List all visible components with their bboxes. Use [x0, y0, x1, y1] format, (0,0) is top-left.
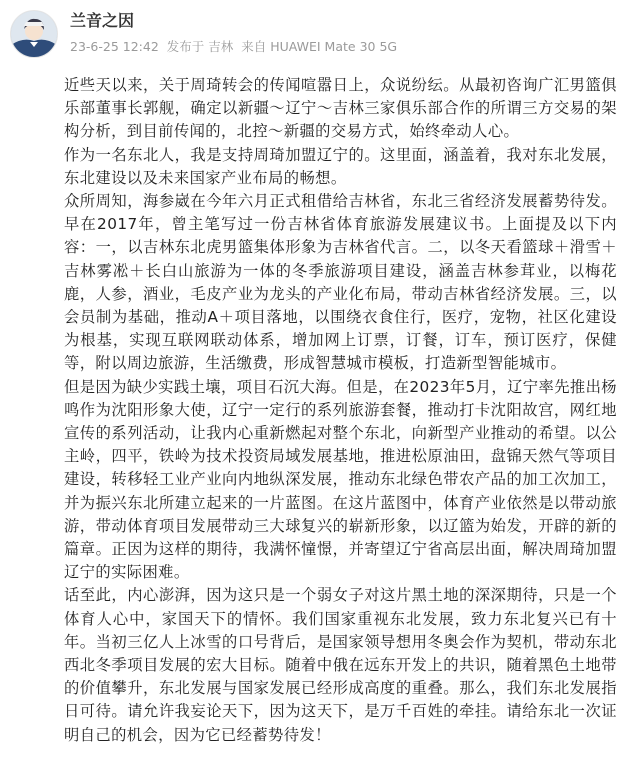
post-paragraph-4: 但是因为缺少实践土壤，项目石沉大海。但是，在2023年5月，辽宁率先推出杨鸣作为沈阳形象大使，辽宁一定行的系列旅游套餐，推动打卡沈阳故宫，网红地宣传的系列活动，让我内心重新燃起对整个东北，向新型产业推动的希望。以公主岭，四平，铁岭为技术投资局域发展基地，推进松原油田，盘锦天然气等项目建设，转移轻工业产业向内地纵深发展，推动东北绿色带农产品的加工次加工，并为振兴东北所建立起来的一片蓝图。在这片蓝图中，体育产业依然是以带动旅游，带动体育项目发展带动三大球复兴的崭新形象，以辽篮为始发，开辟的新的篇章。正因为这样的期待，我满怀憧憬，并寄望辽宁省高层出面，解决周琦加盟辽宁的实际困难。	[64, 377, 617, 582]
post-body	[64, 74, 617, 747]
post-paragraph-2: 作为一名东北人，我是支持周琦加盟辽宁的。这里面，涵盖着，我对东北发展，东北建设以及未来国家产业布局的畅想。	[64, 145, 617, 187]
avatar[interactable]	[10, 10, 58, 58]
post-device: 来自 HUAWEI Mate 30 5G	[241, 39, 398, 54]
post-timestamp[interactable]: 23-6-25 12:42	[70, 39, 159, 54]
post-paragraph-5: 话至此，内心澎湃，因为这只是一个弱女子对这片黑土地的深深期待，只是一个体育人心中，家国天下的情怀。我们国家重视东北发展，致力东北复兴已有十年。当初三亿人上冰雪的口号背后，是国家领导想用冬奥会作为契机，带动东北西北冬季项目发展的宏大目标。随着中俄在远东开发上的共识，随着黑色土地带的价值攀升，东北发展与国家发展已经形成高度的重叠。那么，我们东北发展指日可待。请允许我妄论天下，因为这天下，是万千百姓的牵挂。请给东北一次证明自己的机会，因为它已经蓄势待发！	[64, 586, 617, 744]
post-paragraph-3: 众所周知，海参崴在今年六月正式租借给吉林省，东北三省经济发展蓄势待发。早在2017年，曾主笔写过一份吉林省体育旅游发展建议书。上面提及以下内容：一，以吉林东北虎男篮集体形象为吉林省代言。二，以冬天看篮球＋滑雪＋吉林雾凇＋长白山旅游为一体的冬季旅游项目建设，涵盖吉林参茸业，以梅花鹿，人参，酒业，毛皮产业为龙头的产业化布局，带动吉林省经济发展。三，以会员制为基础，推动A＋项目落地，以围绕衣食住行，医疗，宠物，社区化建设为根基，实现互联网联动体系，增加网上订票，订餐，订车，预订医疗，保健等，附以周边旅游，生活缴费，形成智慧城市模板，打造新型智能城市。	[64, 192, 617, 373]
post-header	[0, 0, 625, 70]
avatar-illustration-icon	[11, 11, 57, 57]
post-meta	[70, 37, 401, 55]
post-location: 发布于 吉林	[166, 39, 234, 54]
author-name[interactable]: 兰音之因	[70, 11, 135, 30]
post-paragraph-1: 近些天以来，关于周琦转会的传闻喧嚣日上，众说纷纭。从最初咨询广汇男篮俱乐部董事长郭舰，确定以新疆～辽宁～吉林三家俱乐部合作的所谓三方交易的架构分析，到目前传闻的，北控～新疆的交易方式，始终牵动人心。	[64, 76, 617, 141]
